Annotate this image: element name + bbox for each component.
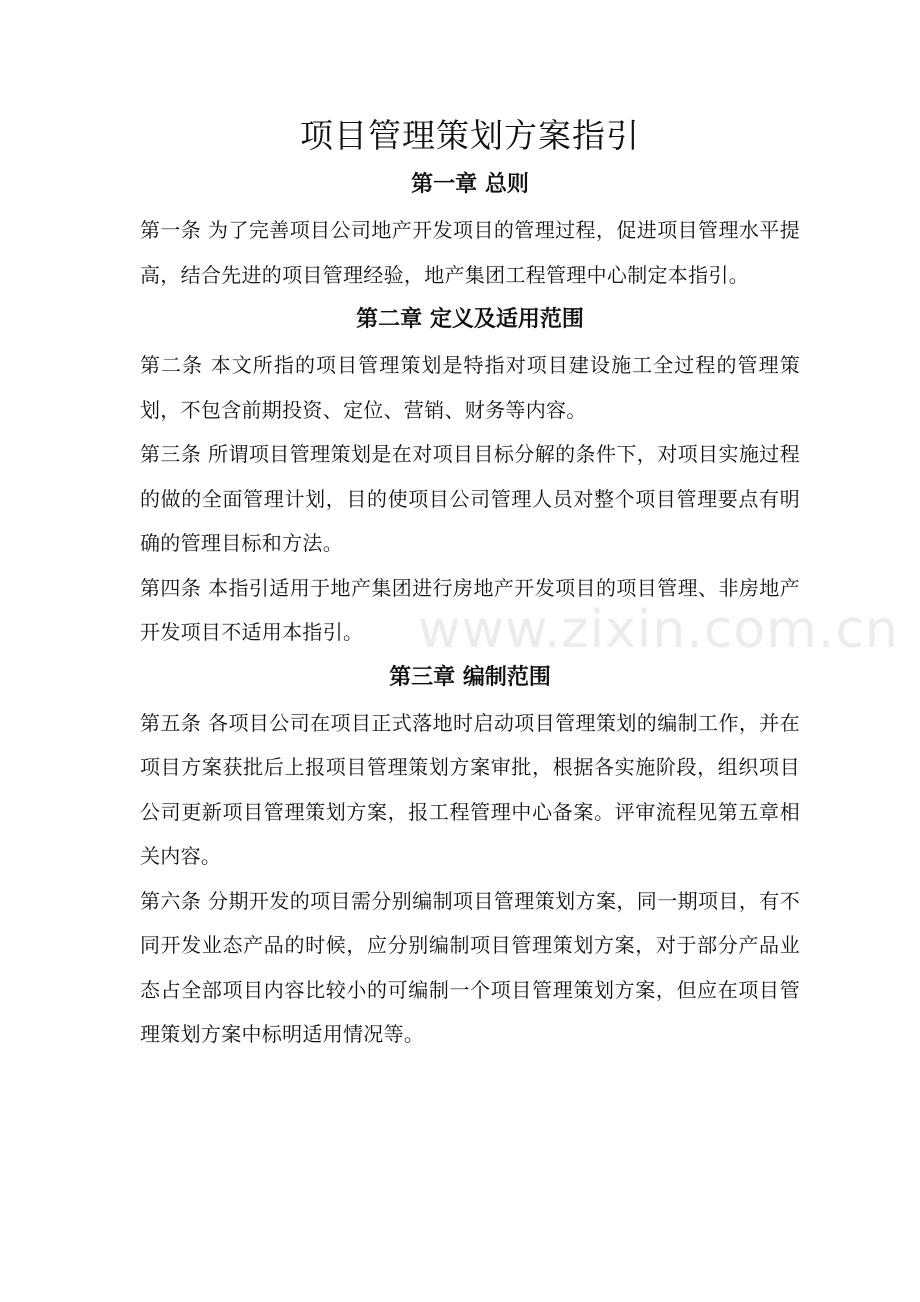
document-body [140, 110, 800, 1057]
chapter-heading: 第二章 定义及适用范围 [356, 307, 584, 332]
watermark: www.zixin.com.cn [418, 600, 899, 660]
chapter-2 [140, 297, 800, 655]
article-4: 第四条 本指引适用于地产集团进行房地产开发项目的项目管理、非房地产开发项目不适用本指引。 [140, 575, 800, 644]
article-2: 第二条 本文所指的项目管理策划是特指对项目建设施工全过程的管理策划，不包含前期投资、定位、营销、财务等内容。 [140, 353, 800, 422]
article-1: 第一条 为了完善项目公司地产开发项目的管理过程，促进项目管理水平提高，结合先进的项目管理经验，地产集团工程管理中心制定本指引。 [140, 218, 800, 287]
document-title: 项目管理策划方案指引 [300, 116, 640, 155]
article-3: 第三条 所谓项目管理策划是在对项目目标分解的条件下，对项目实施过程的做的全面管理计划，目的使项目公司管理人员对整个项目管理要点有明确的管理目标和方法。 [140, 442, 800, 555]
article-5: 第五条 各项目公司在项目正式落地时启动项目管理策划的编制工作，并在项目方案获批后上报项目管理策划方案审批，根据各实施阶段，组织项目公司更新项目管理策划方案，报工程管理中心备案。评审流程见第五章相关内容。 [140, 710, 800, 868]
chapter-1 [140, 162, 800, 297]
article-6: 第六条 分期开发的项目需分别编制项目管理策划方案，同一期项目，有不同开发业态产品的时候，应分别编制项目管理策划方案，对于部分产品业态占全部项目内容比较小的可编制一个项目管理策划方案，但应在项目管理策划方案中标明适用情况等。 [140, 888, 800, 1046]
chapter-heading: 第三章 编制范围 [389, 664, 551, 690]
chapter-heading: 第一章 总则 [411, 172, 529, 197]
chapter-3 [140, 655, 800, 1057]
